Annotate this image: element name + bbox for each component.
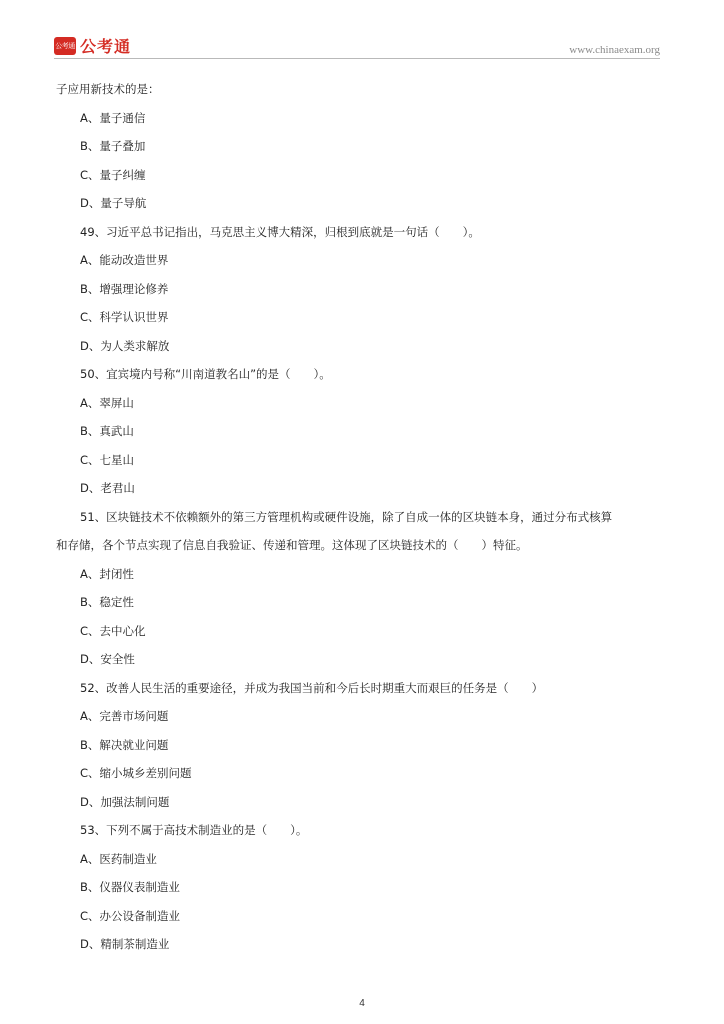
text-line: A、封闭性	[80, 566, 134, 581]
text-line: C、办公设备制造业	[80, 908, 181, 923]
text-line: C、量子纠缠	[80, 167, 146, 182]
text-line: B、仪器仪表制造业	[80, 880, 180, 894]
text-line: 53、下列不属于高技术制造业的是（ ）。	[80, 823, 308, 837]
header-divider	[54, 58, 660, 59]
text-line: 和存储，各个节点实现了信息自我验证、传递和管理。这体现了区块链技术的（ ）特征。	[56, 538, 528, 552]
text-line: B、量子叠加	[80, 139, 146, 153]
text-line: 50、宜宾境内号称“川南道教名山”的是（ ）。	[80, 367, 331, 381]
text-line: D、量子导航	[80, 196, 147, 210]
text-line: A、完善市场问题	[80, 709, 169, 723]
text-line: D、安全性	[80, 652, 135, 666]
text-line: 52、改善人民生活的重要途径，并成为我国当前和今后长时期重大而艰巨的任务是（ ）	[80, 680, 544, 695]
site-url: www.chinaexam.org	[569, 44, 660, 56]
text-line: C、缩小城乡差别问题	[80, 766, 192, 780]
text-line: D、精制茶制造业	[80, 937, 170, 951]
document-body	[56, 80, 692, 964]
text-line: A、医药制造业	[80, 851, 157, 866]
page-number: 4	[359, 998, 365, 1009]
text-line: C、去中心化	[80, 623, 146, 638]
text-line: A、量子通信	[80, 110, 146, 125]
text-line: B、解决就业问题	[80, 737, 169, 752]
page-header	[0, 0, 724, 60]
text-line: C、科学认识世界	[80, 310, 169, 324]
text-line: B、增强理论修养	[80, 281, 169, 296]
logo-badge: 公考通	[54, 37, 76, 55]
text-line: A、能动改造世界	[80, 253, 169, 267]
text-line: C、七星山	[80, 452, 135, 467]
text-line: D、为人类求解放	[80, 338, 170, 353]
text-line: D、老君山	[80, 481, 135, 495]
text-line: D、加强法制问题	[80, 794, 170, 809]
logo-text: 公考通	[80, 37, 132, 56]
logo	[54, 34, 131, 57]
text-line: A、翠屏山	[80, 395, 134, 410]
text-line: B、稳定性	[80, 595, 134, 609]
text-line: B、真武山	[80, 424, 134, 438]
text-line: 49、习近平总书记指出，马克思主义博大精深，归根到底就是一句话（ ）。	[80, 224, 480, 239]
text-line: 51、区块链技术不依赖额外的第三方管理机构或硬件设施，除了自成一体的区块链本身，通过分布式核算	[80, 509, 613, 524]
text-line: 子应用新技术的是：	[56, 82, 160, 96]
